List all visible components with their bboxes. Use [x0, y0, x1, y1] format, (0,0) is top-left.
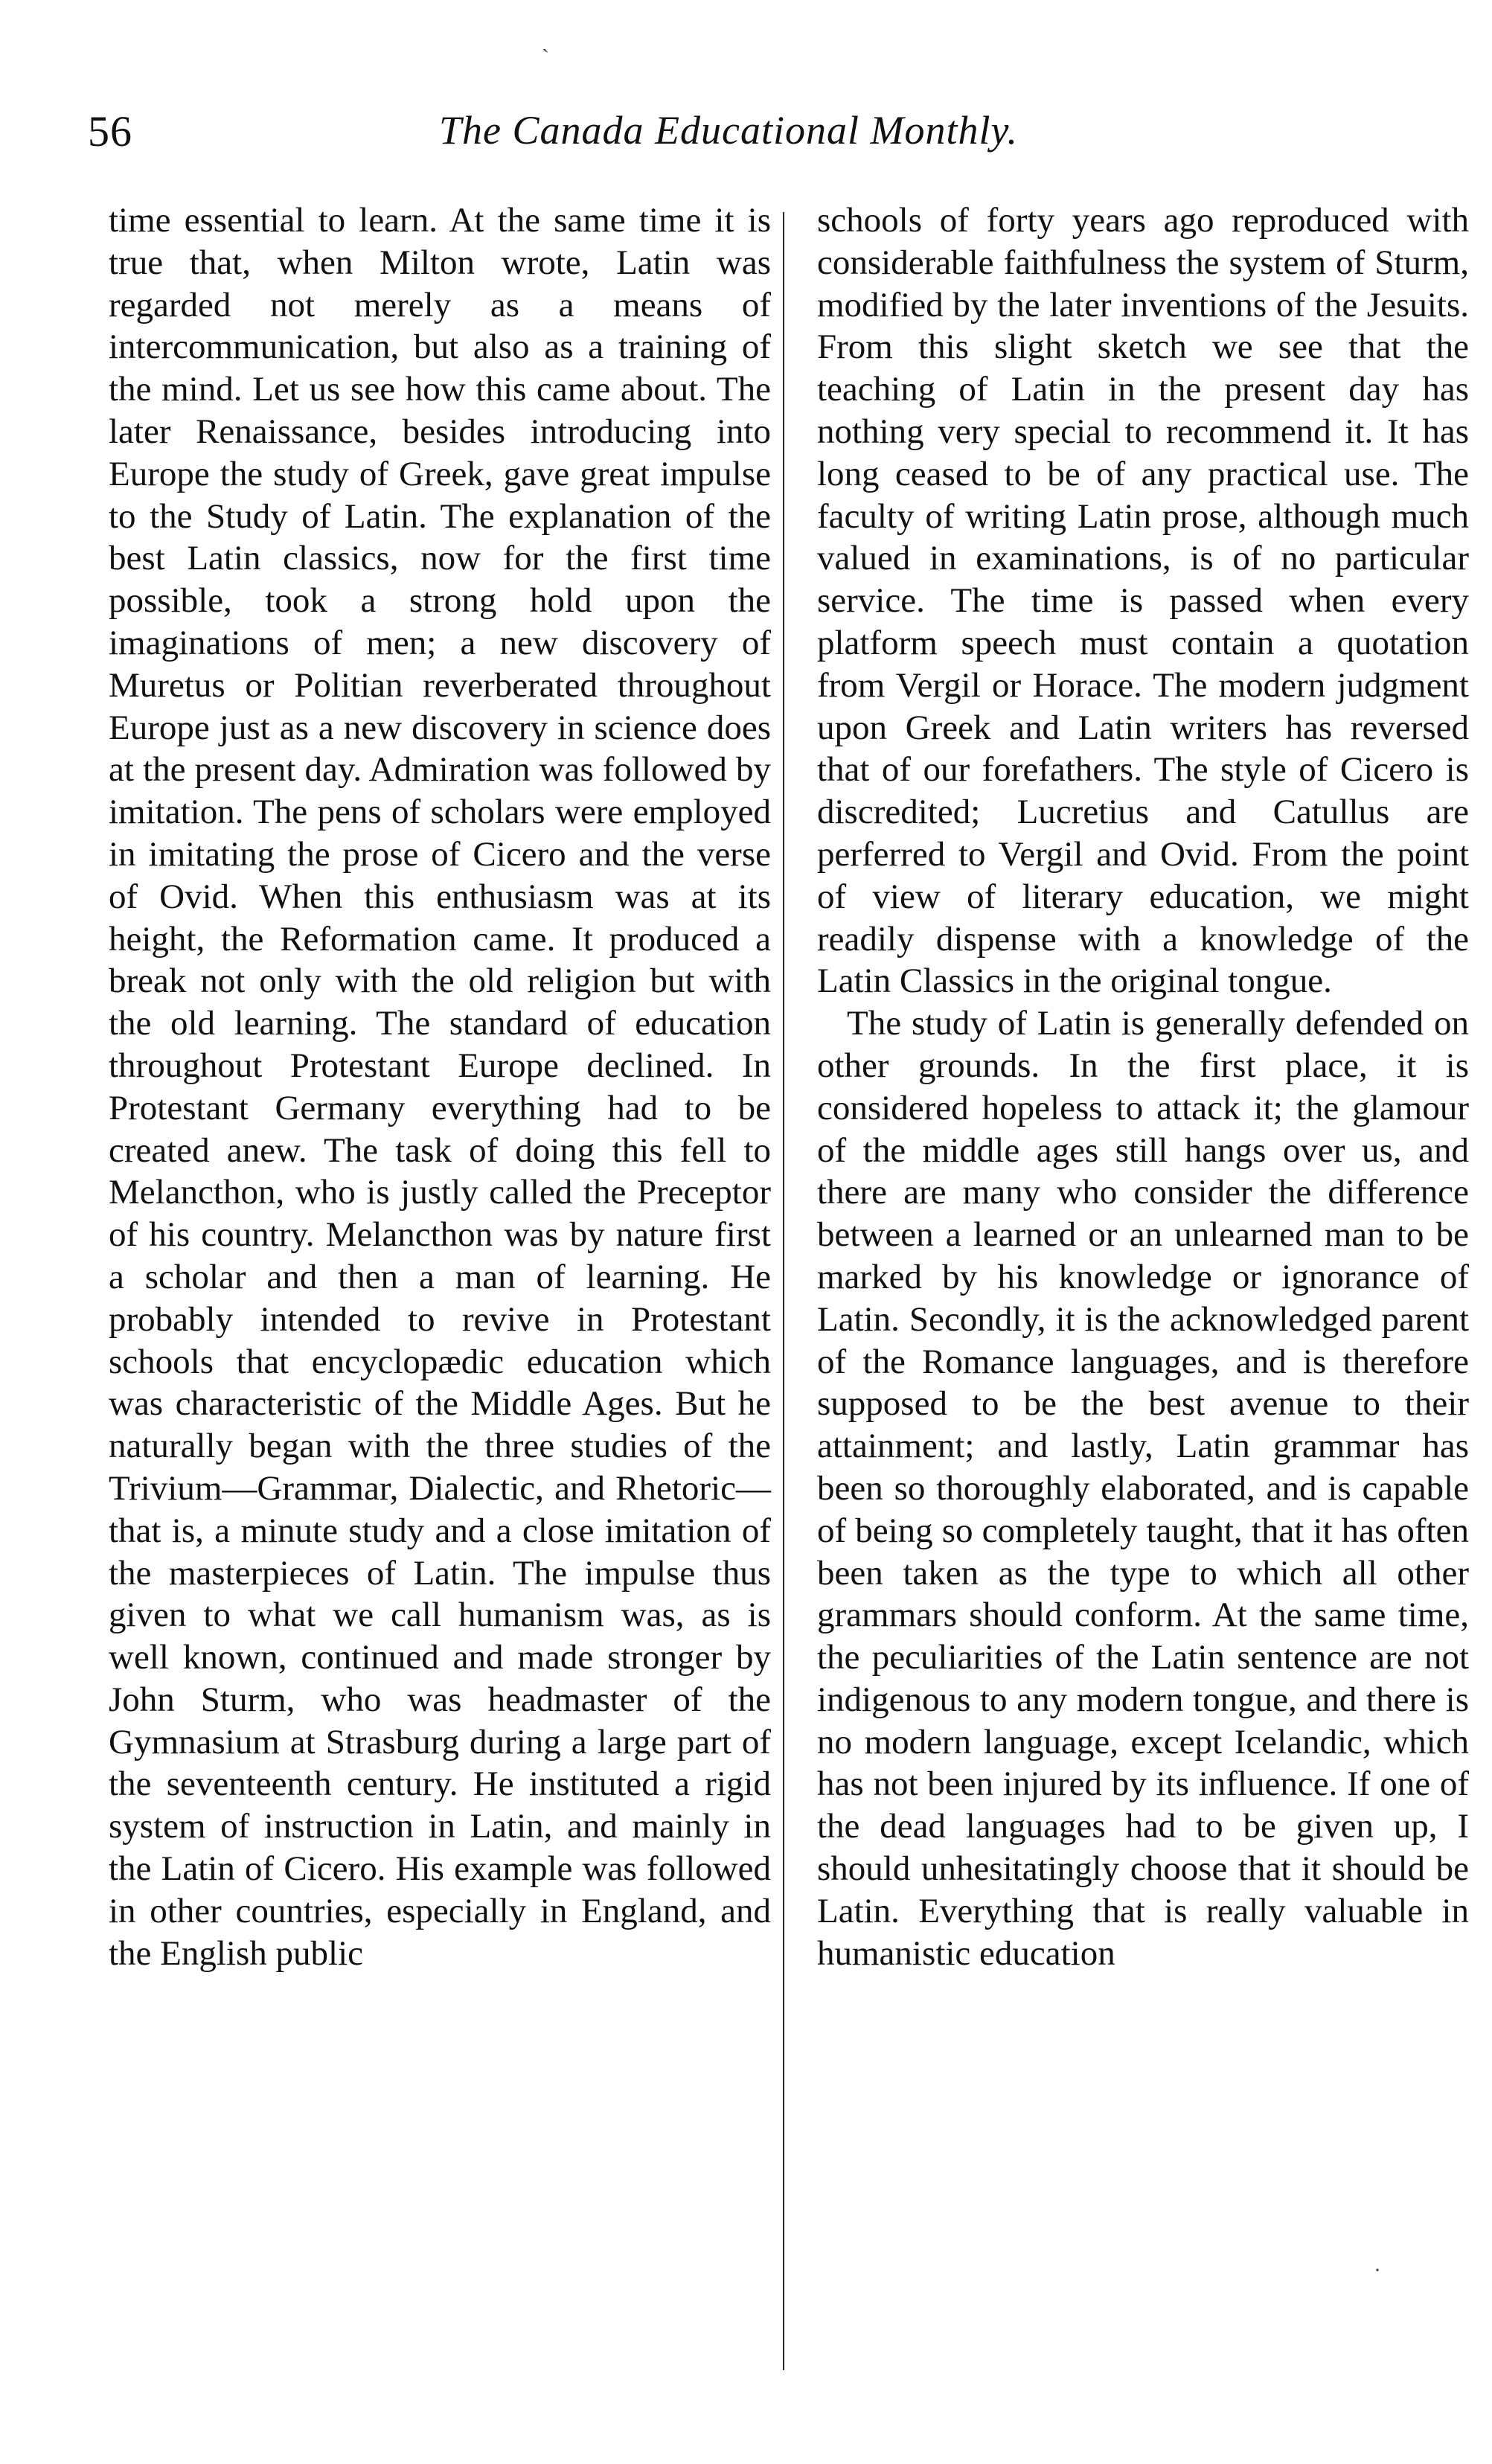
left-paragraph-1: time essential to learn. At the same time it is true that, when Milton wrote, Latin was regarded not merely as a means of intercommunication, but also as a training of the mind. Let us see how this came about. The later Renaissance, besides introducing into Europe the study of Greek, gave great impulse to the Study of Latin. The explanation of the best Latin classics, now for the first time possible, took a strong hold upon the imaginations of men; a new discovery of Muretus or Politian reverberated throughout Europe just as a new discovery in science does at the present day. Admiration was followed by imitation. The pens of scholars were employed in imitating the prose of Cicero and the verse of Ovid. When this enthusiasm was at its height, the Reformation came. It produced a break not only with the old religion but with the old learning. The standard of education throughout Protestant Europe declined. In Protestant Germany everything had to be created anew. The task of doing this fell to Melancthon, who is justly called the Preceptor of his country. Melancthon was by nature first a scholar and then a man of learning. He probably intended to revive in Protestant schools that encyclopædic education which was characteristic of the Middle Ages. But he naturally began with the three studies of the Trivium—Grammar, Dialectic, and Rhetoric—that is, a minute study and a close imitation of the masterpieces of Latin. The impulse thus given to what we call humanism was, as is well known, continued and made stronger by John Sturm, who was headmaster of the Gymnasium at Strasburg during a large part of the seventeenth century. He instituted a rigid system of instruction in Latin, and mainly in the Latin of Cicero. His example was followed in other countries, especially in England, and the English public	[109, 201, 771, 1973]
page-number: 56	[88, 107, 132, 156]
right-paragraph-2: The study of Latin is generally defended on other grounds. In the first place, it is considered hopeless to attack it; the glamour of the middle ages still hangs over us, and there are many who consider the difference between a learned or an unlearned man to be marked by his knowledge or ignorance of Latin. Secondly, it is the acknowledged parent of the Romance languages, and is therefore supposed to be the best avenue to their attainment; and lastly, Latin grammar has been so thoroughly elaborated, and is capable of being so completely taught, that it has often been taken as the type to which all other grammars should conform. At the same time, the peculiarities of the Latin sentence are not indigenous to any modern tongue, and there is no modern language, except Icelandic, which has not been injured by its influence. If one of the dead languages had to be given up, I should unhesitatingly choose that it should be Latin. Everything that is really valuable in humanistic education	[817, 1004, 1469, 1973]
column-divider	[783, 212, 784, 2370]
left-column	[109, 199, 771, 1974]
right-paragraph-1: schools of forty years ago reproduced with considerable faithfulness the system of Sturm, modified by the later inventions of the Jesuits. From this slight sketch we see that the teaching of Latin in the present day has nothing very special to recommend it. It has long ceased to be of any practical use. The faculty of writing Latin prose, although much valued in examinations, is of no particular service. The time is passed when every platform speech must contain a quotation from Vergil or Horace. The modern judgment upon Greek and Latin writers has reversed that of our forefathers. The style of Cicero is discredited; Lucretius and Catullus are perferred to Vergil and Ovid. From the point of view of literary education, we might readily dispense with a knowledge of the Latin Classics in the original tongue.	[817, 201, 1469, 1001]
right-column	[817, 199, 1469, 1974]
running-head: The Canada Educational Monthly.	[439, 108, 1018, 153]
scan-speck: ·	[1374, 2258, 1381, 2282]
scan-speck: ˎ	[542, 28, 549, 53]
